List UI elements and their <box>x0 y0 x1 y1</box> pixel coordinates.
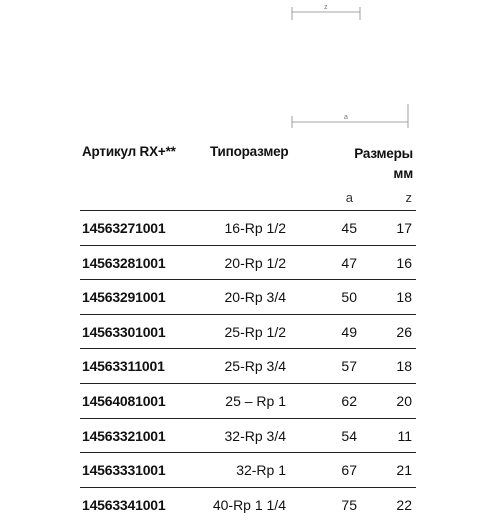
dimensions-title: Размеры <box>354 146 413 161</box>
a-cell: 49 <box>341 323 357 340</box>
table-row <box>80 314 416 349</box>
table-header <box>0 140 500 186</box>
dim-a-label: a <box>344 114 348 121</box>
article-cell: 14563331001 <box>82 462 166 479</box>
type-cell: 20-Rp 3/4 <box>224 289 286 306</box>
type-cell: 32-Rp 3/4 <box>224 427 286 444</box>
z-cell: 17 <box>396 220 412 236</box>
table-row <box>80 487 416 521</box>
type-cell: 25-Rp 3/4 <box>224 358 286 375</box>
article-cell: 14563321001 <box>82 427 166 444</box>
table-row <box>80 279 416 314</box>
z-cell: 20 <box>396 392 412 409</box>
article-cell: 14563291001 <box>82 289 166 306</box>
fitting-dimension-diagram <box>280 0 420 130</box>
table-row <box>80 383 416 418</box>
table-row <box>80 210 416 245</box>
z-cell: 22 <box>396 496 412 513</box>
z-cell: 18 <box>396 289 412 306</box>
a-cell: 57 <box>341 358 357 375</box>
a-cell: 75 <box>341 496 357 513</box>
z-cell: 16 <box>396 254 412 271</box>
table-row <box>80 452 416 487</box>
dim-z-label: z <box>324 4 328 11</box>
a-cell: 45 <box>341 220 357 236</box>
z-cell: 21 <box>396 462 412 479</box>
dimension-drawing <box>280 0 420 130</box>
type-cell: 32-Rp 1 <box>236 462 286 479</box>
column-header-type: Типоразмер <box>210 144 289 159</box>
type-cell: 25-Rp 1/2 <box>224 323 286 340</box>
z-cell: 26 <box>396 323 412 340</box>
column-header-article: Артикул RX+** <box>82 144 176 159</box>
a-cell: 50 <box>341 289 357 306</box>
article-cell: 14563281001 <box>82 254 166 271</box>
type-cell: 16-Rp 1/2 <box>224 220 286 236</box>
z-cell: 18 <box>396 358 412 375</box>
table-row <box>80 245 416 280</box>
article-cell: 14563341001 <box>82 496 166 513</box>
article-cell: 14563311001 <box>82 358 165 375</box>
z-cell: 11 <box>397 427 412 444</box>
article-cell: 14563271001 <box>82 220 166 236</box>
dimensions-unit: мм <box>393 166 413 181</box>
column-header-a: a <box>345 190 353 205</box>
table-row <box>80 348 416 383</box>
a-cell: 67 <box>341 462 357 479</box>
a-cell: 54 <box>341 427 357 444</box>
article-cell: 14563301001 <box>82 323 166 340</box>
a-cell: 62 <box>341 392 357 409</box>
article-cell: 14564081001 <box>82 392 166 409</box>
type-cell: 25 – Rp 1 <box>225 392 286 409</box>
table-body <box>80 210 416 521</box>
type-cell: 40-Rp 1 1/4 <box>212 496 286 513</box>
type-cell: 20-Rp 1/2 <box>224 254 286 271</box>
a-cell: 47 <box>341 254 357 271</box>
column-header-z: z <box>405 190 412 205</box>
table-row <box>80 418 416 453</box>
column-header-dimensions <box>354 144 413 184</box>
